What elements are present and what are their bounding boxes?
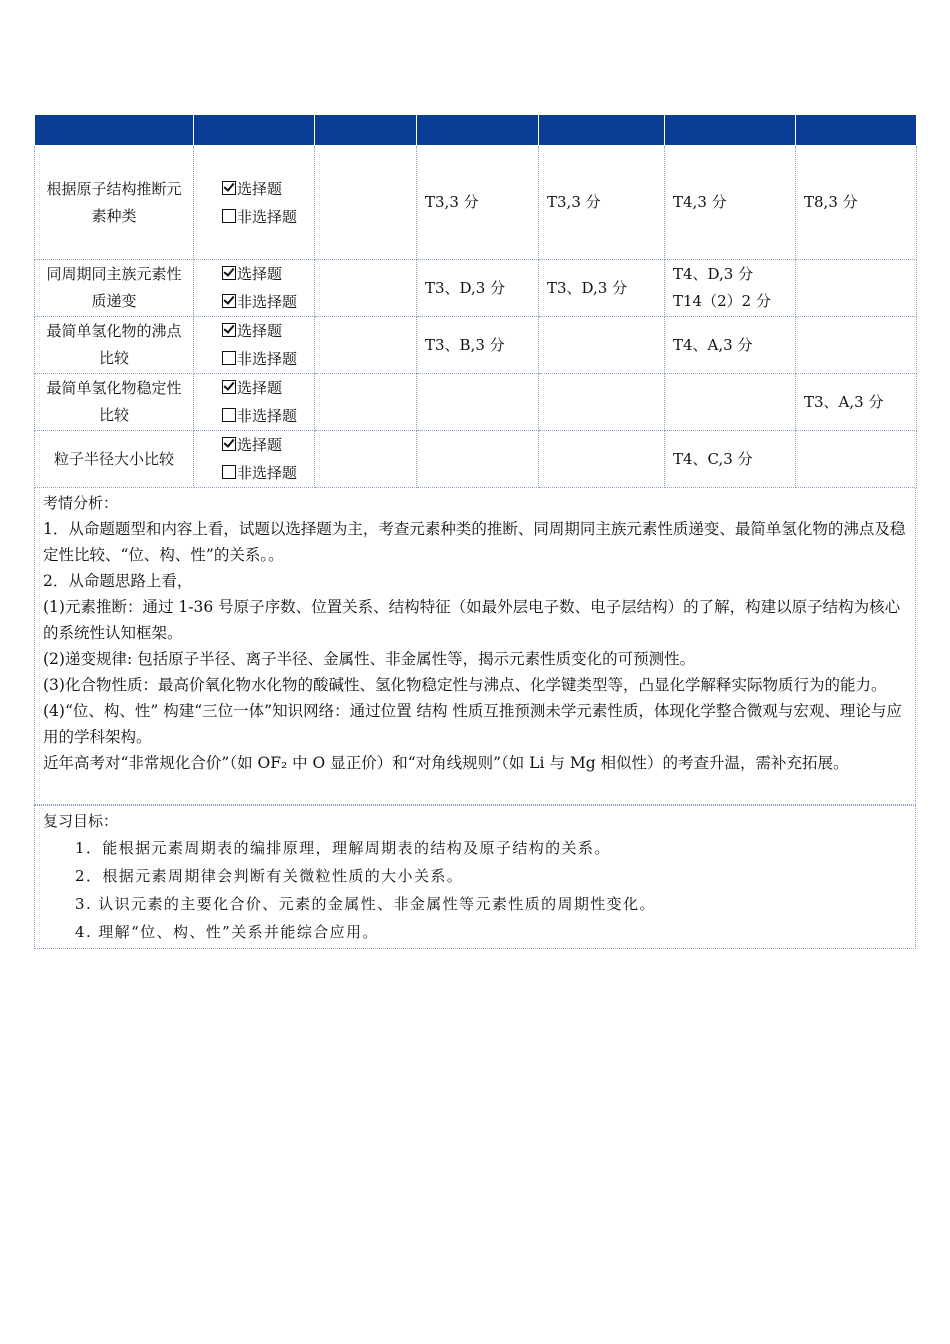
score-cell: T3,3 分	[417, 146, 539, 260]
table-row	[35, 260, 917, 317]
score-cell	[665, 260, 796, 317]
score-cell	[315, 374, 417, 431]
score-cell	[315, 146, 417, 260]
goal-item: 2．根据元素周期律会判断有关微粒性质的大小关系。	[75, 867, 464, 885]
score-cell: T3、D,3 分	[539, 260, 665, 317]
choice-label: 选择题	[237, 179, 283, 198]
checkbox-checked-icon[interactable]	[222, 266, 236, 280]
analysis-paragraph: 2．从命题思路上看，	[43, 572, 193, 590]
nonchoice-label: 非选择题	[237, 464, 298, 482]
score-cell	[796, 260, 917, 317]
score-cell	[315, 431, 417, 488]
goals-list	[43, 834, 907, 946]
table-header-row	[35, 115, 917, 146]
topic-cell: 同周期同主族元素性质递变	[35, 260, 194, 317]
table-row	[35, 317, 917, 374]
goals-title: 复习目标：	[43, 812, 119, 830]
question-type-cell	[194, 431, 315, 488]
analysis-section	[34, 488, 916, 805]
goal-item: 1．能根据元素周期表的编排原理，理解周期表的结构及原子结构的关系。	[75, 839, 611, 857]
checkbox-checked-icon[interactable]	[222, 437, 236, 451]
analysis-paragraph: (4)“位、构、性” 构建“三位一体”知识网络：通过位置 结构 性质互推预测未学元素性质，体现化学整合微观与宏观、理论与应用的学科架构。	[43, 702, 902, 746]
analysis-paragraph: (3)化合物性质：最高价氧化物水化物的酸碱性、氢化物稳定性与沸点、化学键类型等，凸显化学解释实际物质行为的能力。	[43, 676, 887, 694]
score-cell	[796, 431, 917, 488]
score-cell: T4、A,3 分	[665, 317, 796, 374]
analysis-paragraph: (2)递变规律: 包括原子半径、离子半径、金属性、非金属性等，揭示元素性质变化的可预测性。	[43, 650, 696, 668]
question-type-cell	[194, 260, 315, 317]
score-cell	[539, 317, 665, 374]
topic-cell: 根据原子结构推断元素种类	[35, 146, 194, 260]
score-cell	[539, 431, 665, 488]
score-cell	[417, 431, 539, 488]
topic-cell: 粒子半径大小比较	[35, 431, 194, 488]
checkbox-unchecked-icon[interactable]	[222, 209, 236, 223]
analysis-title: 考情分析：	[43, 494, 119, 512]
document	[34, 115, 916, 949]
score-line: T4、D,3 分	[673, 265, 754, 283]
score-cell: T8,3 分	[796, 146, 917, 260]
score-cell: T4、C,3 分	[665, 431, 796, 488]
nonchoice-label: 非选择题	[237, 207, 298, 226]
goal-item: 4. 理解“位、构、性”关系并能综合应用。	[75, 923, 379, 941]
checkbox-checked-icon[interactable]	[222, 323, 236, 337]
choice-label: 选择题	[237, 322, 283, 340]
checkbox-unchecked-icon[interactable]	[222, 351, 236, 365]
question-type-cell	[194, 374, 315, 431]
checkbox-unchecked-icon[interactable]	[222, 465, 236, 479]
table-row	[35, 431, 917, 488]
nonchoice-label: 非选择题	[237, 293, 298, 311]
score-cell: T3、A,3 分	[796, 374, 917, 431]
question-type-cell	[194, 317, 315, 374]
topic-cell: 最简单氢化物稳定性比较	[35, 374, 194, 431]
nonchoice-label: 非选择题	[237, 407, 298, 425]
choice-label: 选择题	[237, 379, 283, 397]
score-cell	[796, 317, 917, 374]
question-type-cell	[194, 146, 315, 260]
checkbox-unchecked-icon[interactable]	[222, 408, 236, 422]
score-line: T14（2）2 分	[673, 292, 771, 310]
exam-analysis-table	[34, 115, 917, 488]
score-cell	[539, 374, 665, 431]
nonchoice-label: 非选择题	[237, 350, 298, 368]
choice-label: 选择题	[237, 265, 283, 283]
score-cell: T3、B,3 分	[417, 317, 539, 374]
checkbox-checked-icon[interactable]	[222, 294, 236, 308]
analysis-paragraph: (1)元素推断：通过 1-36 号原子序数、位置关系、结构特征（如最外层电子数、电子层结构）的了解，构建以原子结构为核心的系统性认知框架。	[43, 598, 901, 642]
checkbox-checked-icon[interactable]	[222, 181, 236, 195]
score-cell	[665, 374, 796, 431]
score-cell	[315, 317, 417, 374]
analysis-paragraph: 1．从命题题型和内容上看，试题以选择题为主，考查元素种类的推断、同周期同主族元素性质递变、最简单氢化物的沸点及稳定性比较、“位、构、性”的关系。。	[43, 520, 906, 564]
analysis-paragraph: 近年高考对“非常规化合价”（如 OF₂ 中 O 显正价）和“对角线规则”（如 Li 与 Mg 相似性）的考查升温，需补充拓展。	[43, 754, 849, 772]
review-goals-section	[34, 805, 916, 949]
checkbox-checked-icon[interactable]	[222, 380, 236, 394]
goal-item: 3. 认识元素的主要化合价、元素的金属性、非金属性等元素性质的周期性变化。	[75, 895, 656, 913]
topic-cell: 最简单氢化物的沸点比较	[35, 317, 194, 374]
score-cell	[315, 260, 417, 317]
score-cell: T3,3 分	[539, 146, 665, 260]
choice-label: 选择题	[237, 436, 283, 454]
score-cell	[417, 374, 539, 431]
table-row	[35, 146, 917, 260]
table-row	[35, 374, 917, 431]
score-cell: T4,3 分	[665, 146, 796, 260]
score-cell: T3、D,3 分	[417, 260, 539, 317]
